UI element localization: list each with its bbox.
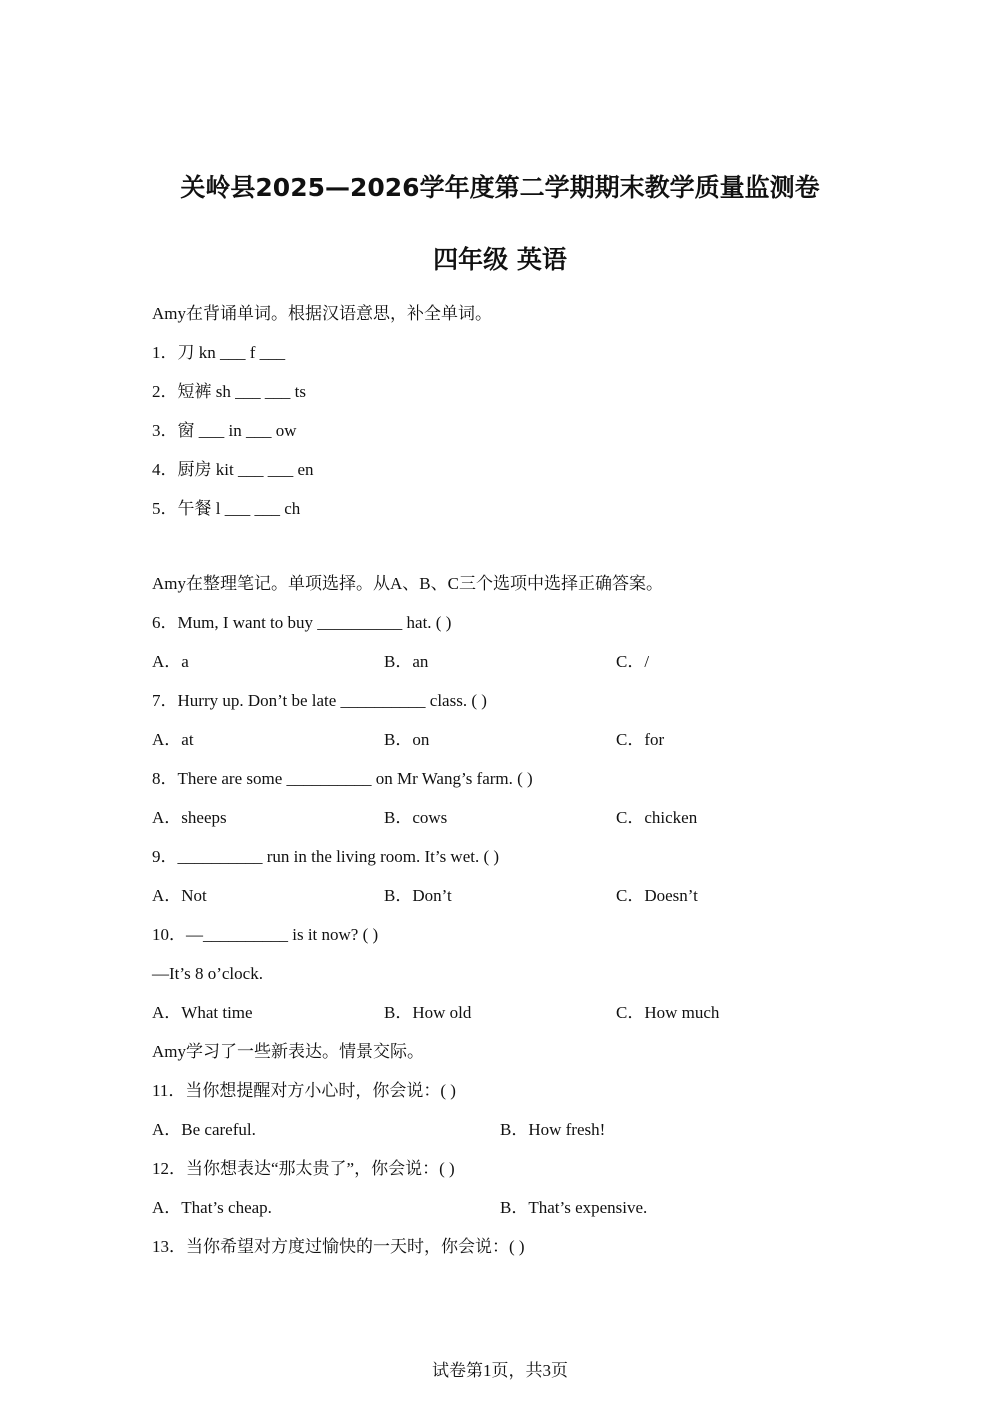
question-stem: 13．当你希望对方度过愉快的一天时，你会说：( ) xyxy=(152,1237,525,1256)
answer-option: A．at xyxy=(152,730,194,749)
question-stem: 9．__________ run in the living room. It’s wet. ( ) xyxy=(152,847,500,866)
answer-option: B．cows xyxy=(384,808,448,827)
question-stem: 12．当你想表达“那太贵了”，你会说：( ) xyxy=(152,1159,455,1178)
page-footer: 试卷第1页，共3页 xyxy=(432,1361,568,1380)
section-instruction: Amy在整理笔记。单项选择。从A、B、C三个选项中选择正确答案。 xyxy=(152,574,663,593)
exam-subtitle: 四年级 英语 xyxy=(433,245,567,274)
question-text: 5．午餐 l ___ ___ ch xyxy=(152,499,301,518)
answer-option: B．How old xyxy=(384,1003,472,1022)
answer-option: C．How much xyxy=(616,1003,720,1022)
answer-option: A．Be careful. xyxy=(152,1120,256,1139)
answer-option: A．Not xyxy=(152,886,207,905)
exam-title: 关岭县2025—2026学年度第二学期期末教学质量监测卷 xyxy=(180,173,820,202)
answer-option: B．on xyxy=(384,730,430,749)
question-stem: 11．当你想提醒对方小心时，你会说：( ) xyxy=(152,1081,456,1100)
answer-option: A．a xyxy=(152,652,189,671)
answer-option: B．Don’t xyxy=(384,886,452,905)
answer-option: C．Doesn’t xyxy=(616,886,698,905)
answer-option: C．/ xyxy=(616,652,650,671)
section-instruction: Amy学习了一些新表达。情景交际。 xyxy=(152,1042,424,1061)
question-text: 2．短裤 sh ___ ___ ts xyxy=(152,382,306,401)
question-stem: 8．There are some __________ on Mr Wang’s farm. ( ) xyxy=(152,769,533,788)
answer-option: A．What time xyxy=(152,1003,253,1022)
question-stem: 7．Hurry up. Don’t be late __________ class. ( ) xyxy=(152,691,487,710)
question-text: 4．厨房 kit ___ ___ en xyxy=(152,460,314,479)
answer-option: B．That’s expensive. xyxy=(500,1198,648,1217)
question-stem: 6．Mum, I want to buy __________ hat. ( ) xyxy=(152,613,452,632)
question-text: 1．刀 kn ___ f ___ xyxy=(152,343,286,362)
answer-option: A．sheeps xyxy=(152,808,227,827)
answer-option: A．That’s cheap. xyxy=(152,1198,272,1217)
question-text: 3．窗 ___ in ___ ow xyxy=(152,421,297,440)
answer-option: B．How fresh! xyxy=(500,1120,606,1139)
question-stem: 10．—__________ is it now? ( ) xyxy=(152,925,379,944)
dialogue-line: —It’s 8 o’clock. xyxy=(152,964,263,983)
section-instruction: Amy在背诵单词。根据汉语意思，补全单词。 xyxy=(152,304,492,323)
answer-option: C．chicken xyxy=(616,808,698,827)
answer-option: B．an xyxy=(384,652,429,671)
answer-option: C．for xyxy=(616,730,665,749)
